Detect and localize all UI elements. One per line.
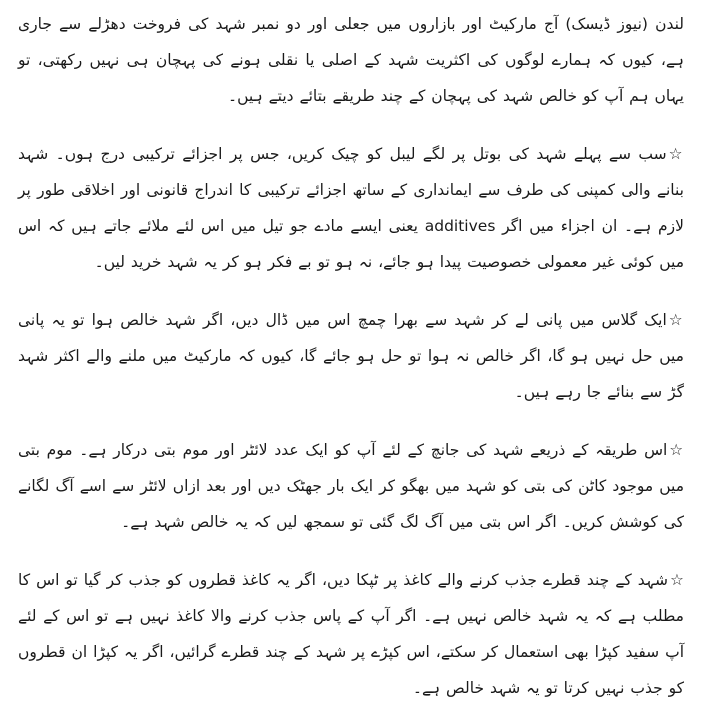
- paragraph-text: شہد کے چند قطرے جذب کرنے والے کاغذ پر ٹپکا دیں، اگر یہ کاغذ قطروں کو جذب کر گیا تو اس کا مطلب ہے کہ یہ شہد خالص نہیں ہے۔ اگر آپ کے پاس جذب کرنے والا کاغذ نہیں ہے تو اس کے لئے آپ سفید کپڑا بھی استعمال کر سکتے، اس کپڑے پر شہد کے چند قطرے گرائیں، اگر یہ کپڑا ان قطروں کو جذب نہیں کرتا تو یہ شہد خالص ہے۔: [18, 571, 684, 697]
- star-icon: ☆: [669, 441, 684, 459]
- paragraph-paper-test: [18, 562, 684, 706]
- paragraph-text: ایک گلاس میں پانی لے کر شہد سے بھرا چمچ اس میں ڈال دیں، اگر شہد خالص ہوا تو یہ پانی میں حل نہیں ہو گا، اگر خالص نہ ہوا تو حل ہو جائے گا، کیوں کہ مارکیٹ میں ملنے والے اکثر شہد گڑ سے بنائے جا رہے ہیں۔: [18, 311, 684, 401]
- star-icon: ☆: [669, 571, 684, 589]
- paragraph-label-check: [18, 136, 684, 280]
- paragraph-candle-test: [18, 432, 684, 540]
- star-icon: ☆: [668, 311, 684, 329]
- paragraph-text: اس طریقہ کے ذریعے شہد کی جانچ کے لئے آپ کو ایک عدد لائٹر اور موم بتی درکار ہے۔ موم بتی میں موجود کاٹن کی بتی کو شہد میں بھگو کر ایک بار جھٹک دیں اور بعد ازاں لائٹر سے اسے آگ لگانے کی کوشش کریں۔ اگر اس بتی میں آگ لگ گئی تو سمجھ لیں کہ یہ خالص شہد ہے۔: [18, 441, 684, 531]
- paragraph-text: لندن (نیوز ڈیسک) آج مارکیٹ اور بازاروں میں جعلی اور دو نمبر شہد کی فروخت دھڑلے سے جاری ہے، کیوں کہ ہمارے لوگوں کی اکثریت شہد کے اصلی یا نقلی ہونے کی پہچان ہی نہیں رکھتی، تو یہاں ہم آپ کو خالص شہد کی پہچان کے چند طریقے بتائے دیتے ہیں۔: [18, 15, 684, 105]
- paragraph-text: سب سے پہلے شہد کی بوتل پر لگے لیبل کو چیک کریں، جس پر اجزائے ترکیبی درج ہوں۔ شہد بنانے والی کمپنی کی طرف سے ایمانداری کے ساتھ اجزائے ترکیبی کا اندراج قانونی اور اخلاقی طور پر لازم ہے۔ ان اجزاء میں اگر additives یعنی ایسے مادے جو تیل میں اس لئے ملائے جاتے ہیں کہ اس میں کوئی غیر معمولی خصوصیت پیدا ہو جائے، نہ ہو تو بے فکر ہو کر یہ شہد خرید لیں۔: [18, 145, 684, 271]
- paragraph-water-test: [18, 302, 684, 410]
- star-icon: ☆: [668, 145, 684, 163]
- paragraph-intro: [18, 6, 684, 114]
